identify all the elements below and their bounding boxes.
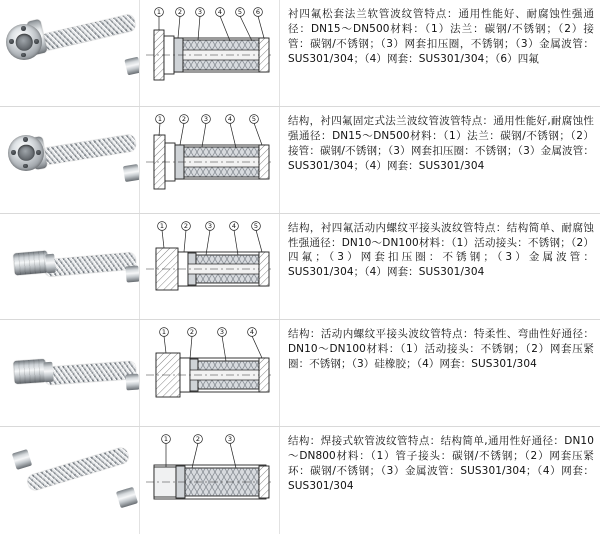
svg-text:4: 4 xyxy=(231,221,237,230)
svg-text:1: 1 xyxy=(156,8,162,17)
svg-text:3: 3 xyxy=(207,221,213,230)
product-diagram xyxy=(140,427,280,534)
diagram-svg xyxy=(140,0,280,106)
svg-text:2: 2 xyxy=(177,8,183,17)
svg-text:2: 2 xyxy=(181,114,187,123)
svg-text:3: 3 xyxy=(203,114,209,123)
spec-description: 结构，衬四氟固定式法兰波纹管波管特点：通用性能好,耐腐蚀性强通径：DN15～DN500材料：（1）法兰：碳钢/不锈钢；（2）接管：碳钢/不锈钢；（3）网套扣压圈：不锈钢；（3）金属波管：SUS301/304；（4）网套：SUS301/304 xyxy=(288,114,594,172)
svg-text:3: 3 xyxy=(227,435,233,444)
diagram-svg xyxy=(140,427,280,533)
product-photo xyxy=(0,107,140,213)
svg-text:3: 3 xyxy=(197,8,203,17)
table-row xyxy=(0,0,600,107)
svg-text:4: 4 xyxy=(249,328,255,337)
diagram-svg xyxy=(140,107,280,213)
product-diagram xyxy=(140,0,280,106)
svg-text:1: 1 xyxy=(157,114,163,123)
product-photo xyxy=(0,214,140,320)
diagram-svg xyxy=(140,214,280,320)
table-row xyxy=(0,320,600,427)
spec-description: 结构：活动内螺纹平接头波纹管特点：特柔性、弯曲性好通径：DN10～DN100材料：（1）活动接头：不锈钢；（2）网套压紧圈：不锈钢；（3）硅橡胶；（4）网套：SUS301/304 xyxy=(288,328,594,371)
product-photo xyxy=(0,320,140,426)
svg-text:1: 1 xyxy=(159,221,165,230)
table-row xyxy=(0,107,600,214)
svg-text:1: 1 xyxy=(163,435,169,444)
product-diagram xyxy=(140,107,280,213)
svg-text:4: 4 xyxy=(217,8,223,17)
spec-description: 结构，衬四氟活动内螺纹平接头波纹管特点：结构简单、耐腐蚀性强通径：DN10～DN100材料：（1）活动接头：不锈钢；（2）四氟；（3）网套扣压圈：不锈钢；（3）金属波管：SUS301/304；（4）网套：SUS301/304 xyxy=(288,221,594,279)
spec-description: 结构：焊接式软管波纹管特点：结构简单,通用性好通径：DN10～DN800材料：（1）管子接头：碳钢/不锈钢；（2）网套压紧环：碳钢/不锈钢；（3）金属波管：SUS301/304；（4）网套：SUS301/304 xyxy=(288,435,594,492)
product-photo xyxy=(0,427,140,534)
svg-text:5: 5 xyxy=(253,221,259,230)
svg-text:5: 5 xyxy=(237,8,243,17)
product-diagram xyxy=(140,214,280,320)
svg-text:4: 4 xyxy=(227,114,233,123)
svg-text:6: 6 xyxy=(255,8,261,17)
table-row xyxy=(0,427,600,534)
svg-text:3: 3 xyxy=(219,328,225,337)
svg-text:2: 2 xyxy=(195,435,201,444)
svg-text:1: 1 xyxy=(161,328,167,337)
svg-text:2: 2 xyxy=(189,328,195,337)
table-row xyxy=(0,214,600,321)
svg-text:2: 2 xyxy=(183,221,189,230)
diagram-svg xyxy=(140,320,280,426)
product-photo xyxy=(0,0,140,106)
product-diagram xyxy=(140,320,280,426)
spec-description: 衬四氟松套法兰软管波纹管特点：通用性能好、耐腐蚀性强通径：DN15～DN500材料：（1）法兰：碳钢/不锈钢；（2）接管：碳钢/不锈钢；（3）网套扣压圈，不锈钢；（3）金属波管：SUS301/304；（4）网套：SUS301/304；（6）四氟 xyxy=(288,8,594,65)
svg-text:5: 5 xyxy=(251,114,257,123)
